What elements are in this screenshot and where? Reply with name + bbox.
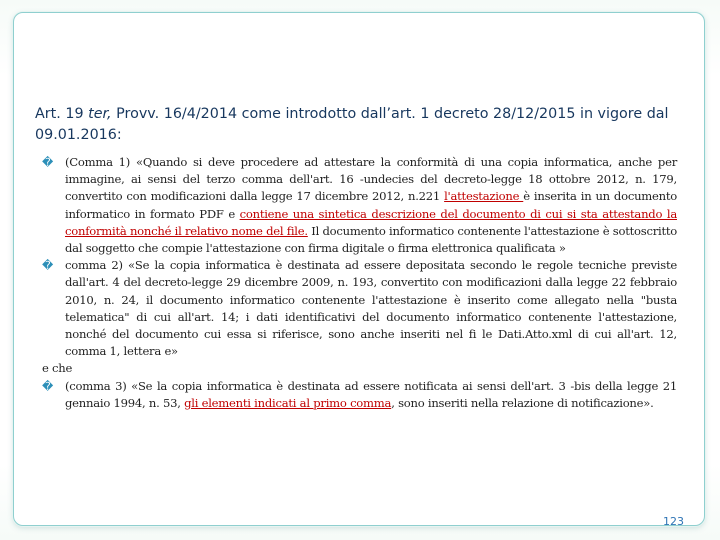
comma-1-text-a: (Comma 1) «Quando si deve procedere ad attestare la conformità di una copia informatica, anche per immagine, ai sensi del terzo comma dell'art. 16 -undecies del decreto-legge 18 ottobre 2012, n. 179, convertito con modificazioni dalla legge 17 dicembre 2012, n.221 xyxy=(65,155,677,204)
comma-3-highlight-elementi: gli elementi indicati al primo comma xyxy=(184,395,392,410)
comma-2-text: comma 2) «Se la copia informatica è destinata ad essere depositata secondo le regole tecniche previste dall'art. 4 del decreto-legge 29 dicembre 2009, n. 193, convertito con modificazioni dalla legge 22 febbraio 2010, n. 24, il documento informatico contenente l'attestazione è inserito come allegato nella "busta telematica" di cui all'art. 14; i dati identificativi del documento informatico contenente l'attestazione, nonché del documento cui essa si riferisce, sono anche inseriti nel fi le Dati.Atto.xml di cui all'art. 12, comma 1, lettera e» xyxy=(65,258,677,359)
list-item-comma-3 xyxy=(42,378,677,412)
comma-1-text-b: è inserita in un documento informatico in formato PDF e xyxy=(65,189,677,221)
comma-1-highlight-descrizione: contiene una sintetica descrizione del documento di cui si sta attestando la conformità nonché il relativo nome del file. xyxy=(65,206,677,238)
list-item-comma-1 xyxy=(42,154,677,257)
comma-3-text-b: , sono inseriti nella relazione di notificazione». xyxy=(391,395,654,410)
bullet-icon: � xyxy=(42,156,54,169)
slide-content xyxy=(42,154,677,412)
comma-1-text-c: Il documento informatico contenente l'attestazione è sottoscritto dal soggetto che compie l'attestazione con firma digitale o firma elettronica qualificata » xyxy=(65,223,677,256)
bullet-icon: � xyxy=(42,379,54,393)
page-number: 123 xyxy=(663,515,684,528)
comma-3-text-a: (comma 3) «Se la copia informatica è destinata ad essere notificata ai sensi dell'art. 3 -bis della legge 21 gennaio 1994, n. 53, xyxy=(65,378,677,410)
title-part-2: Provv. 16/4/2014 come introdotto dall’art. 1 decreto 28/12/2015 in vigore dal 09.01.2016 xyxy=(35,106,669,143)
slide-title xyxy=(35,104,690,146)
comma-1-highlight-attestazione: l'attestazione xyxy=(444,189,524,204)
title-colon: : xyxy=(116,127,122,143)
connector-text: e che xyxy=(42,361,73,376)
title-ter: ter, xyxy=(88,106,112,122)
bullet-icon: � xyxy=(42,259,54,273)
list-item-comma-2 xyxy=(42,257,677,360)
title-part-1: Art. 19 xyxy=(35,106,89,122)
